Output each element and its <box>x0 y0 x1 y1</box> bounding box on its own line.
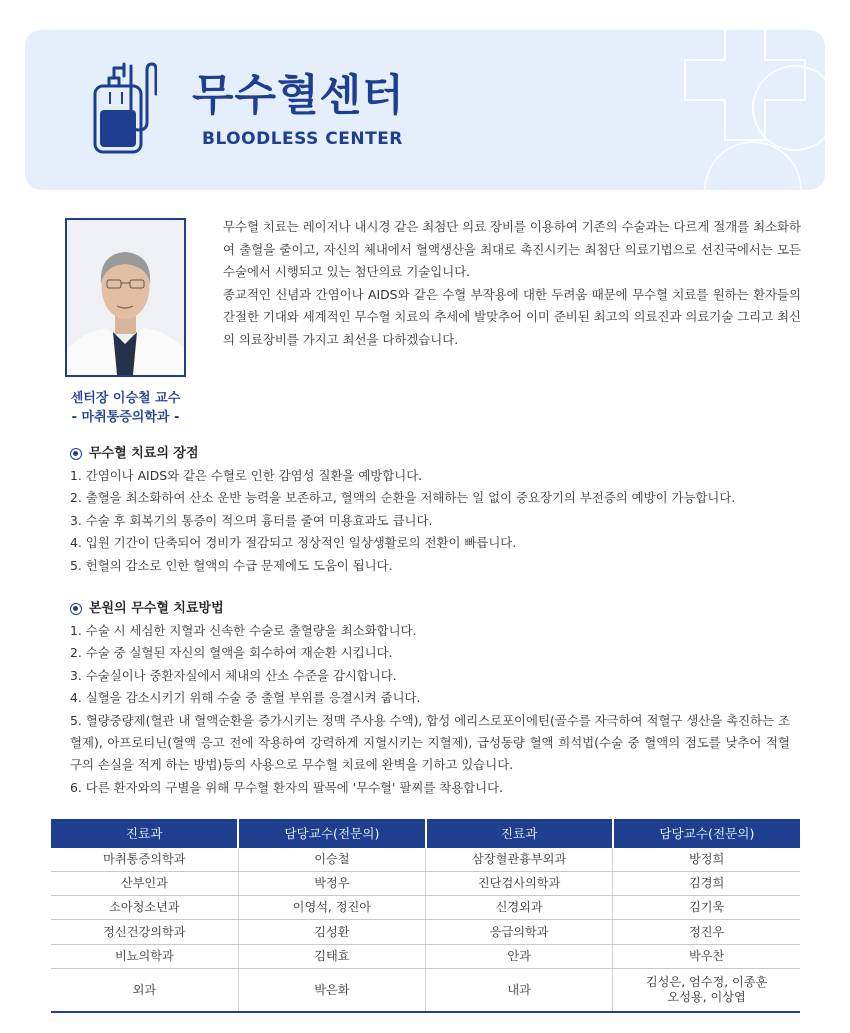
list-item: 3. 수술 후 회복기의 통증이 적으며 흉터를 줄여 미용효과도 큽니다. <box>70 512 433 528</box>
column-header: 담당교수(전문의) <box>238 819 425 847</box>
list-item: 2. 수술 중 실혈된 자신의 혈액을 회수하여 재순환 시킵니다. <box>70 645 393 661</box>
table-cell: 안과 <box>426 944 613 968</box>
column-header: 진료과 <box>51 819 238 847</box>
column-header: 담당교수(전문의) <box>613 819 800 847</box>
table-cell <box>613 968 800 1012</box>
table-cell: 이영석, 정진아 <box>238 896 425 920</box>
list-item: 1. 간염이나 AIDS와 같은 수혈로 인한 감염성 질환을 예방합니다. <box>70 468 423 483</box>
methods-section <box>70 598 790 799</box>
list-item: 4. 실혈을 감소시키기 위해 수술 중 출혈 부위를 응결시켜 줍니다. <box>70 690 421 706</box>
intro-paragraph: 종교적인 신념과 간염이나 AIDS와 같은 수혈 부작용에 대한 두려움 때문에 무수혈 치료를 원하는 환자들의 간절한 기대와 세계적인 무수혈 치료의 추세에 발맞추어 이미 준비된 최고의 의료진과 의료기술 그리고 최신의 의료장비를 가지고 최선을 다하겠습니다. <box>223 286 801 347</box>
table-cell: 삼장혈관흉부외과 <box>426 847 613 871</box>
table-cell: 응급의학과 <box>426 920 613 944</box>
section-heading-text: 무수혈 치료의 장점 <box>89 446 199 461</box>
table-cell: 소아청소년과 <box>51 896 238 920</box>
advantages-section <box>70 443 790 577</box>
list-item: 1. 수술 시 세심한 지혈과 신속한 수술로 출혈량을 최소화합니다. <box>70 623 417 638</box>
table-cell: 산부인과 <box>51 871 238 895</box>
table-cell: 외과 <box>51 968 238 1012</box>
table-cell-line: 오성용, 이상엽 <box>667 990 746 1005</box>
page-subtitle: BLOODLESS CENTER <box>202 129 403 149</box>
page-title: 무수혈센터 <box>192 71 405 121</box>
director-name: 센터장 이승철 교수 <box>70 391 181 406</box>
table-cell: 비뇨의학과 <box>51 944 238 968</box>
table-cell: 정진우 <box>613 920 800 944</box>
table-row <box>51 944 800 968</box>
blood-bag-icon <box>91 62 157 158</box>
table-cell: 신경외과 <box>426 896 613 920</box>
table-header-row <box>51 819 800 847</box>
list-item: 5. 혈량중량제(혈관 내 혈액순환을 증가시키는 정맥 주사용 수액), 합성 에리스로포이에틴(골수를 자극하여 적혈구 생산을 촉진하는 조혈제), 아프로티닌(혈액 응고 전에 작용하여 강력하게 지혈시키는 지혈제), 급성동량 혈액 희석법(수술 중 혈액의 점도를 낮추어 적혈구의 손실을 적게 하는 방법)등의 사용으로 무수혈 치료에 완벽을 기하고 있습니다. <box>70 712 790 773</box>
table-cell: 내과 <box>426 968 613 1012</box>
radio-bullet-icon <box>70 448 82 460</box>
list-item: 4. 입원 기간이 단축되어 경비가 절감되고 정상적인 일상생활로의 전환이 빠릅니다. <box>70 535 517 551</box>
table-cell: 김경희 <box>613 871 800 895</box>
table-cell: 마취통증의학과 <box>51 847 238 871</box>
intro-paragraph: 무수혈 치료는 레이저나 내시경 같은 최첨단 의료 장비를 이용하여 기존의 수술과는 다르게 절개를 최소화하여 출혈을 줄이고, 자신의 체내에서 혈액생산을 최대로 촉진시키는 최첨단 의료기법으로 선진국에서는 모든 수술에서 시행되고 있는 첨단의료 기술입니다. <box>223 219 801 279</box>
table-row <box>51 847 800 871</box>
director-department: - 마취통증의학과 - <box>71 410 180 425</box>
director-caption <box>55 389 196 427</box>
cross-decoration <box>665 30 825 190</box>
table-row <box>51 968 800 1012</box>
department-table <box>51 819 800 1013</box>
table-row <box>51 896 800 920</box>
table-cell: 방정희 <box>613 847 800 871</box>
table-cell: 박정우 <box>238 871 425 895</box>
list-item: 5. 헌혈의 감소로 인한 혈액의 수급 문제에도 도움이 됩니다. <box>70 557 393 573</box>
list-item: 6. 다른 환자와의 구별을 위해 무수혈 환자의 팔목에 '무수혈' 팔찌를 착용합니다. <box>70 779 504 795</box>
table-row <box>51 871 800 895</box>
table-cell: 박은화 <box>238 968 425 1012</box>
intro-text <box>223 216 801 351</box>
table-row <box>51 920 800 944</box>
table-cell: 박우찬 <box>613 944 800 968</box>
table-cell: 김성환 <box>238 920 425 944</box>
table-cell: 김태효 <box>238 944 425 968</box>
list-item: 2. 출혈을 최소화하여 산소 운반 능력을 보존하고, 혈액의 순환을 저해하는 일 없이 중요장기의 부전증의 예방이 가능합니다. <box>70 490 736 506</box>
header-banner <box>25 30 825 190</box>
table-cell-line: 김성은, 엄수정, 이종훈 <box>645 975 768 990</box>
list-item: 3. 수술실이나 중환자실에서 체내의 산소 수준을 감시합니다. <box>70 667 397 683</box>
section-heading-text: 본원의 무수혈 치료방법 <box>89 601 224 616</box>
director-photo <box>65 218 186 377</box>
table-cell: 정신건강의학과 <box>51 920 238 944</box>
section-heading <box>70 598 790 620</box>
column-header: 진료과 <box>426 819 613 847</box>
section-heading <box>70 443 790 465</box>
table-cell: 김기욱 <box>613 896 800 920</box>
table-cell: 이승철 <box>238 847 425 871</box>
table-cell: 진단검사의학과 <box>426 871 613 895</box>
radio-bullet-icon <box>70 603 82 615</box>
